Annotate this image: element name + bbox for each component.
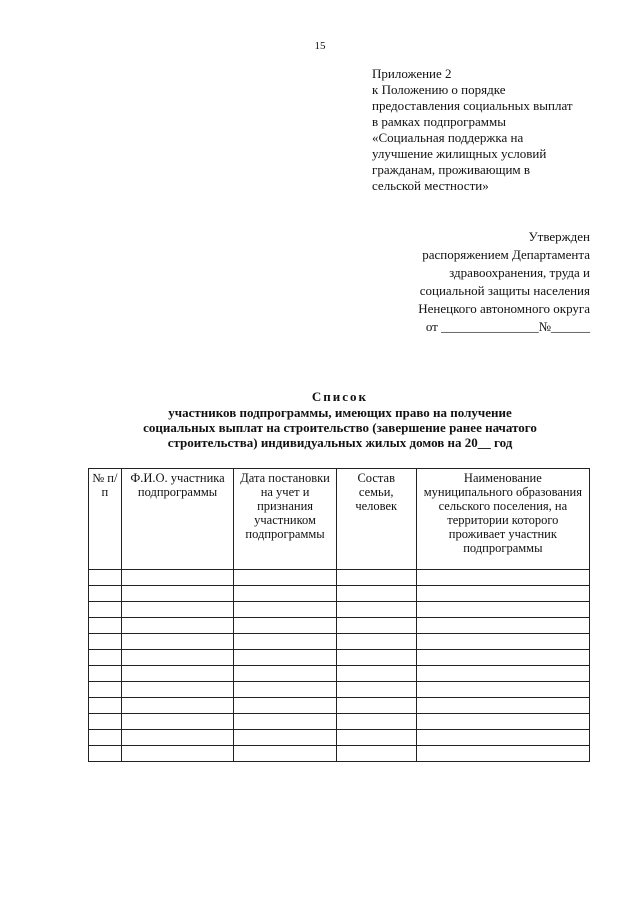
appendix-line: Приложение 2 [372,66,452,81]
title-line: участников подпрограммы, имеющих право на получение [168,405,512,420]
table-cell [121,698,234,714]
header-registration-date: Дата постановки на учет и признания участником подпрограммы [234,469,336,570]
table-row [89,586,590,602]
table-cell [234,618,336,634]
table-cell [234,666,336,682]
table-cell [234,570,336,586]
table-row [89,730,590,746]
approval-line: социальной защиты населения [419,283,590,298]
approval-line: здравоохранения, труда и [449,265,590,280]
approval-line: Утвержден [528,229,590,244]
appendix-line: предоставления социальных выплат [372,98,573,113]
table-cell [121,634,234,650]
table-cell [336,682,416,698]
table-cell [336,618,416,634]
table-row [89,570,590,586]
table-cell [234,682,336,698]
table-header-row [89,469,590,570]
table-cell [234,650,336,666]
appendix-note [372,66,622,194]
title-line: строительства) индивидуальных жилых домов на 20__ год [167,435,513,450]
table-cell [121,650,234,666]
approval-line: Ненецкого автономного округа [418,301,590,316]
approval-date-number-line: от _______________№______ [425,319,590,334]
table-cell [336,634,416,650]
table-cell [336,650,416,666]
table-row [89,746,590,762]
title-word: Список [311,389,369,404]
table-cell [89,746,122,762]
table-cell [416,650,589,666]
table-cell [121,570,234,586]
table-row [89,666,590,682]
header-number: № п/п [89,469,122,570]
table-cell [234,634,336,650]
table-cell [121,602,234,618]
table-cell [416,698,589,714]
table-row [89,634,590,650]
table-cell [416,602,589,618]
table-cell [89,730,122,746]
appendix-line: в рамках подпрограммы [372,114,506,129]
appendix-line: сельской местности» [372,178,489,193]
appendix-line: к Положению о порядке [372,82,506,97]
table-cell [336,714,416,730]
table-cell [234,602,336,618]
table-cell [416,570,589,586]
table-cell [336,666,416,682]
table-cell [89,586,122,602]
table-cell [416,746,589,762]
document-title [60,389,620,450]
table-row [89,618,590,634]
table-cell [336,570,416,586]
table-row [89,714,590,730]
table-cell [336,698,416,714]
table-cell [234,698,336,714]
table-cell [121,714,234,730]
table-cell [336,586,416,602]
table-row [89,682,590,698]
table-cell [416,618,589,634]
table-cell [234,586,336,602]
table-cell [336,730,416,746]
table-row [89,602,590,618]
table-cell [234,730,336,746]
table-cell [121,730,234,746]
table-cell [234,746,336,762]
table-cell [89,666,122,682]
appendix-line: «Социальная поддержка на [372,130,524,145]
table-cell [121,618,234,634]
appendix-line: улучшение жилищных условий [372,146,547,161]
table-cell [89,698,122,714]
header-full-name: Ф.И.О. участника подпрограммы [121,469,234,570]
page-number: 15 [314,40,326,52]
table-cell [416,586,589,602]
appendix-line: гражданам, проживающим в [372,162,531,177]
table-cell [234,714,336,730]
approval-line: распоряжением Департамента [422,247,590,262]
table-cell [89,650,122,666]
table-row [89,650,590,666]
table-row [89,698,590,714]
table-cell [89,682,122,698]
header-family-size: Состав семьи, человек [336,469,416,570]
table-cell [89,602,122,618]
table-cell [121,746,234,762]
participants-table [88,468,590,762]
approval-stamp [370,228,590,336]
table-cell [336,746,416,762]
table-cell [416,634,589,650]
table-cell [89,714,122,730]
title-line: социальных выплат на строительство (завершение ранее начатого [143,420,537,435]
header-municipality: Наименование муниципального образования сельского поселения, на территории которого проживает участник подпрограммы [416,469,589,570]
table-cell [416,682,589,698]
table-cell [336,602,416,618]
table-cell [89,570,122,586]
table-cell [416,730,589,746]
table-cell [121,682,234,698]
table-cell [89,634,122,650]
table-cell [121,666,234,682]
table-cell [416,714,589,730]
table-cell [89,618,122,634]
table-cell [416,666,589,682]
table-body [89,570,590,762]
table-cell [121,586,234,602]
